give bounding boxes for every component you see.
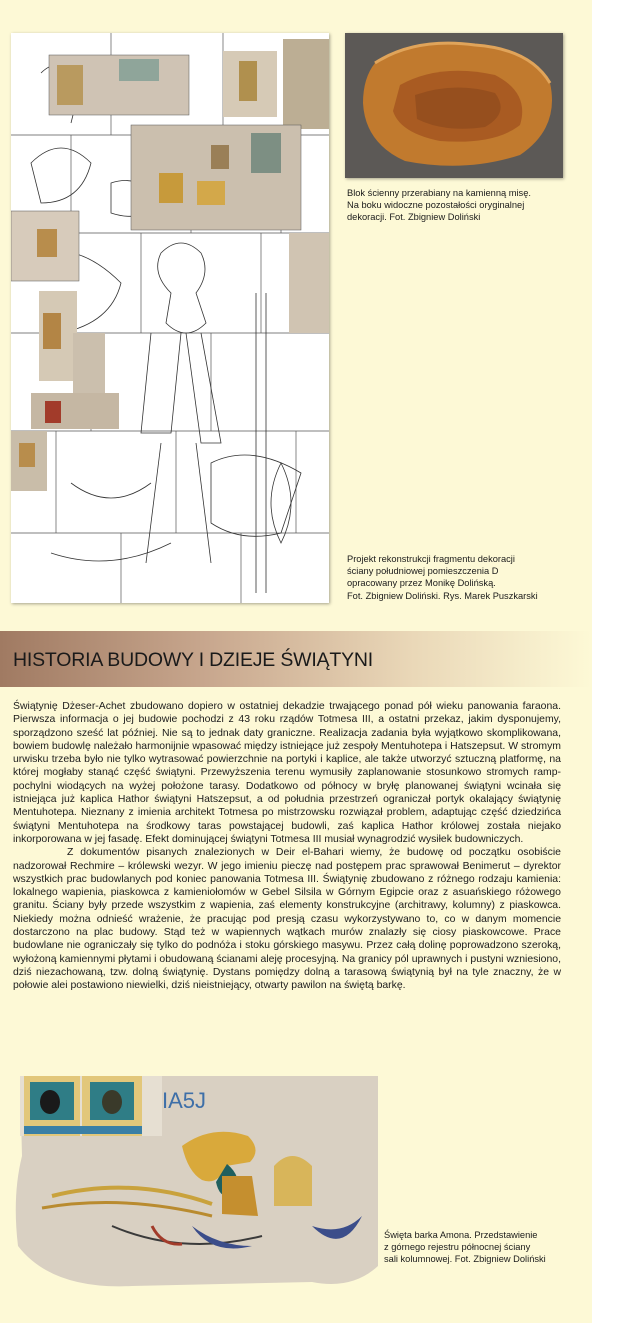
hieroglyph-fragment: IA5J — [162, 1088, 207, 1113]
article-body — [13, 700, 561, 993]
caption-line: sali kolumnowej. Fot. Zbigniew Doliński — [384, 1254, 546, 1265]
caption-line: Na boku widoczne pozostałości oryginalnej — [347, 200, 525, 211]
section-title: HISTORIA BUDOWY I DZIEJE ŚWIĄTYNI — [13, 649, 373, 671]
caption-line: Blok ścienny przerabiany na kamienną misę. — [347, 188, 531, 198]
caption-line: Projekt rekonstrukcji fragmentu dekoracji — [347, 554, 515, 564]
paragraph: Z dokumentów pisanych znalezionych w Deir el-Bahari wiemy, że budowę od początku osobiście nadzorował Rechmire – królewski wezyr. W jego imieniu pieczę nad postępem prac sprawował Benimerut – dyrektor wszystkich prac budowlanych pod koniec panowania Totmesa III. Świątynię zbudowano z różnego rodzaju kamienia: lokalnego wapienia, piaskowca z kamieniołomów w Gebel Silsila w Górnym Egipcie oraz z asuańskiego różowego granitu. Ściany były przede wszystkim z wapienia, zaś elementy konstrukcyjne (architrawy, kolumny) z piaskowca. Niekiedy można odnieść wrażenie, że pracując pod presją czasu wykorzystywano to, co w danym momencie dostarczono na plac budowy. Stąd też w wapiennych wątkach murów znalazły się ciosy piaskowcowe. Prace budowlane nie ograniczały się tylko do podnóża i stoku górskiego masywu. Przez całą dolinę poprowadzono szeroką, wyłożoną kamiennymi płytami i obudowaną ścianami aleję procesyjną. Na granicy pól uprawnych i pustyni wzniesiono, dziś niezachowaną, tzw. dolną świątynię. Dystans pomiędzy dolną a tarasową świątynią był na tyle znaczny, że w połowie alei postawiono niewielki, dziś nieistniejący, otwarty pawilon na świętą barkę. — [13, 847, 561, 992]
paragraph: Świątynię Dżeser-Achet zbudowano dopiero w ostatniej dekadzie trwającego ponad pół wieku panowania faraona. Pierwsza informacja o jej budowie pochodzi z 43 roku rządów Totmesa III, a ostatni przekaz, jakim dysponujemy, sporządzono sześć lat później. Nie są to jednak daty graniczne. Realizacja zadania była wyjątkowo skomplikowana, bowiem budowlę należało harmonijnie wpasować między istniejące już zespoły Mentuhotepa i Hatszepsut. W stromym urwisku trzeba było nie tylko wytrasować powierzchnie na portyki i kaplice, ale także utworzyć sztuczną platformę, na której mogłaby stanąć część świątyni. Przewyższenia terenu wymusiły zaplanowanie stosunkowo stromych ramp-pochylni wiodących na wyżej położone tarasy. Dodatkowo od północy w bryłę planowanej świątyni wcinała się istniejąca już kaplica Hathor świątyni Hatszepsut, a od południa przestrzeń ograniczał portyk okalający świątynię Mentuhotepa. Nieznany z imienia architekt Totmesa po mistrzowsku rozwiązał problem, adaptując część dziedzińca świątyni Mentuhotepa na środkowy taras powstającej budowli, zaś kaplica Hathor królowej została niejako inkorporowana w jej fasadę. Efekt dominującej świątyni Totmesa III musiał wynagrodzić wysiłek budowniczych. — [13, 701, 561, 845]
section-header — [0, 631, 592, 687]
caption-line: Święta barka Amona. Przedstawienie — [384, 1230, 538, 1240]
caption-line: opracowany przez Monikę Dolińską. — [347, 578, 496, 589]
caption-line: dekoracji. Fot. Zbigniew Doliński — [347, 212, 481, 223]
reconstruction-caption — [347, 553, 567, 602]
caption-line: z górnego rejestru północnej ściany — [384, 1242, 531, 1253]
sacred-barque-photo — [12, 1076, 378, 1290]
caption-line: ściany południowej pomieszczenia D — [347, 566, 499, 577]
caption-line: Fot. Zbigniew Doliński. Rys. Marek Puszkarski — [347, 590, 538, 601]
bowl-caption — [347, 187, 547, 224]
reconstruction-drawing — [11, 33, 329, 603]
barque-caption — [384, 1229, 574, 1266]
stone-bowl-photo — [345, 33, 563, 178]
